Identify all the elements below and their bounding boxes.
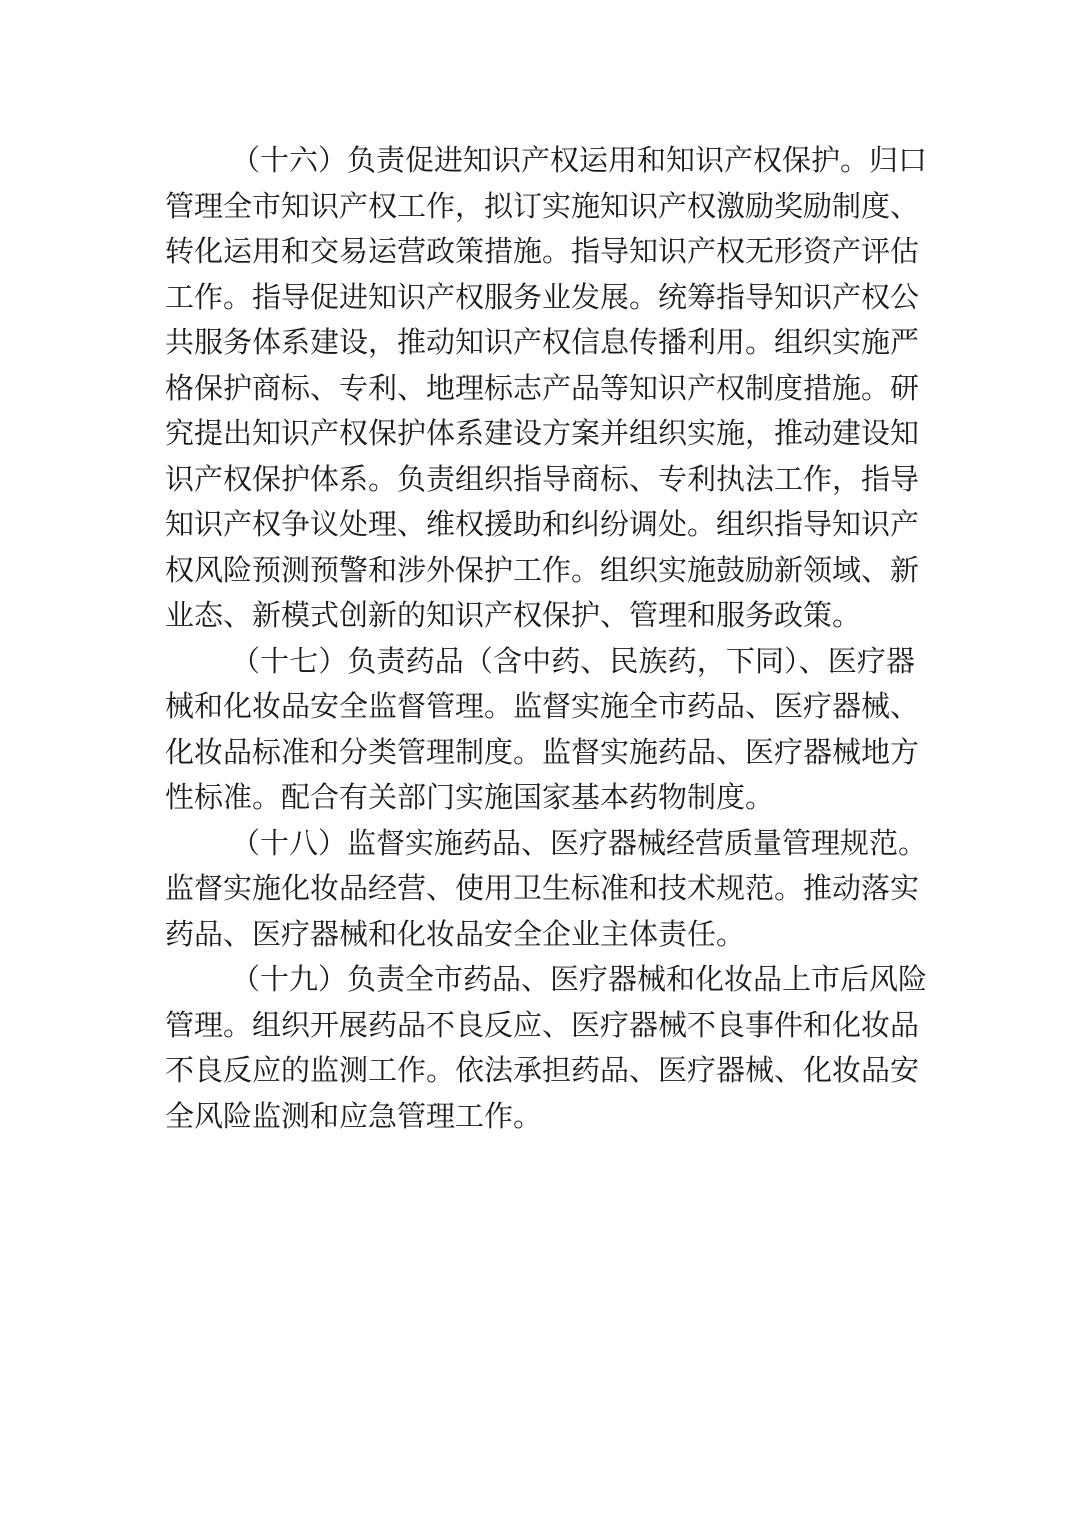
paragraph-line: 转化运用和交易运营政策措施。指导知识产权无形资产评估: [165, 234, 920, 268]
paragraph-line: 性标准。配合有关部门实施国家基本药物制度。: [165, 780, 775, 814]
document-body: [165, 138, 928, 1139]
paragraph-17: [165, 639, 920, 821]
paragraph-line: 全风险监测和应急管理工作。: [165, 1098, 543, 1133]
paragraph-line: 共服务体系建设，推动知识产权信息传播利用。组织实施严: [165, 325, 920, 359]
paragraph-19: [165, 957, 928, 1139]
paragraph-line: 管理全市知识产权工作，拟订实施知识产权激励奖励制度、: [165, 188, 920, 223]
paragraph-line: 业态、新模式创新的知识产权保护、管理和服务政策。: [165, 598, 862, 632]
paragraph-line: 化妆品标准和分类管理制度。监督实施药品、医疗器械地方: [165, 734, 920, 769]
paragraph-line: 权风险预测预警和涉外保护工作。组织实施鼓励新领域、新: [165, 552, 920, 587]
paragraph-line: （十九）负责全市药品、医疗器械和化妆品上市后风险: [231, 962, 928, 996]
paragraph-line: 究提出知识产权保护体系建设方案并组织实施，推动建设知: [165, 416, 920, 450]
paragraph-16: [165, 138, 928, 639]
paragraph-line: 药品、医疗器械和化妆品安全企业主体责任。: [165, 916, 746, 951]
paragraph-line: 械和化妆品安全监督管理。监督实施全市药品、医疗器械、: [165, 689, 920, 723]
paragraph-line: 识产权保护体系。负责组织指导商标、专利执法工作，指导: [165, 461, 920, 496]
paragraph-line: 工作。指导促进知识产权服务业发展。统筹指导知识产权公: [165, 279, 920, 314]
paragraph-line: 不良反应的监测工作。依法承担药品、医疗器械、化妆品安: [165, 1053, 920, 1087]
paragraph-line: （十七）负责药品（含中药、民族药，下同）、医疗器: [231, 643, 915, 678]
paragraph-line: 管理。组织开展药品不良反应、医疗器械不良事件和化妆品: [165, 1007, 920, 1042]
paragraph-line: （十八）监督实施药品、医疗器械经营质量管理规范。: [231, 825, 928, 860]
paragraph-line: （十六）负责促进知识产权运用和知识产权保护。归口: [231, 143, 928, 177]
paragraph-line: 格保护商标、专利、地理标志产品等知识产权制度措施。研: [165, 370, 920, 405]
paragraph-line: 知识产权争议处理、维权援助和纠纷调处。组织指导知识产: [165, 507, 920, 541]
paragraph-line: 监督实施化妆品经营、使用卫生标准和技术规范。推动落实: [165, 871, 920, 905]
paragraph-18: [165, 821, 928, 958]
